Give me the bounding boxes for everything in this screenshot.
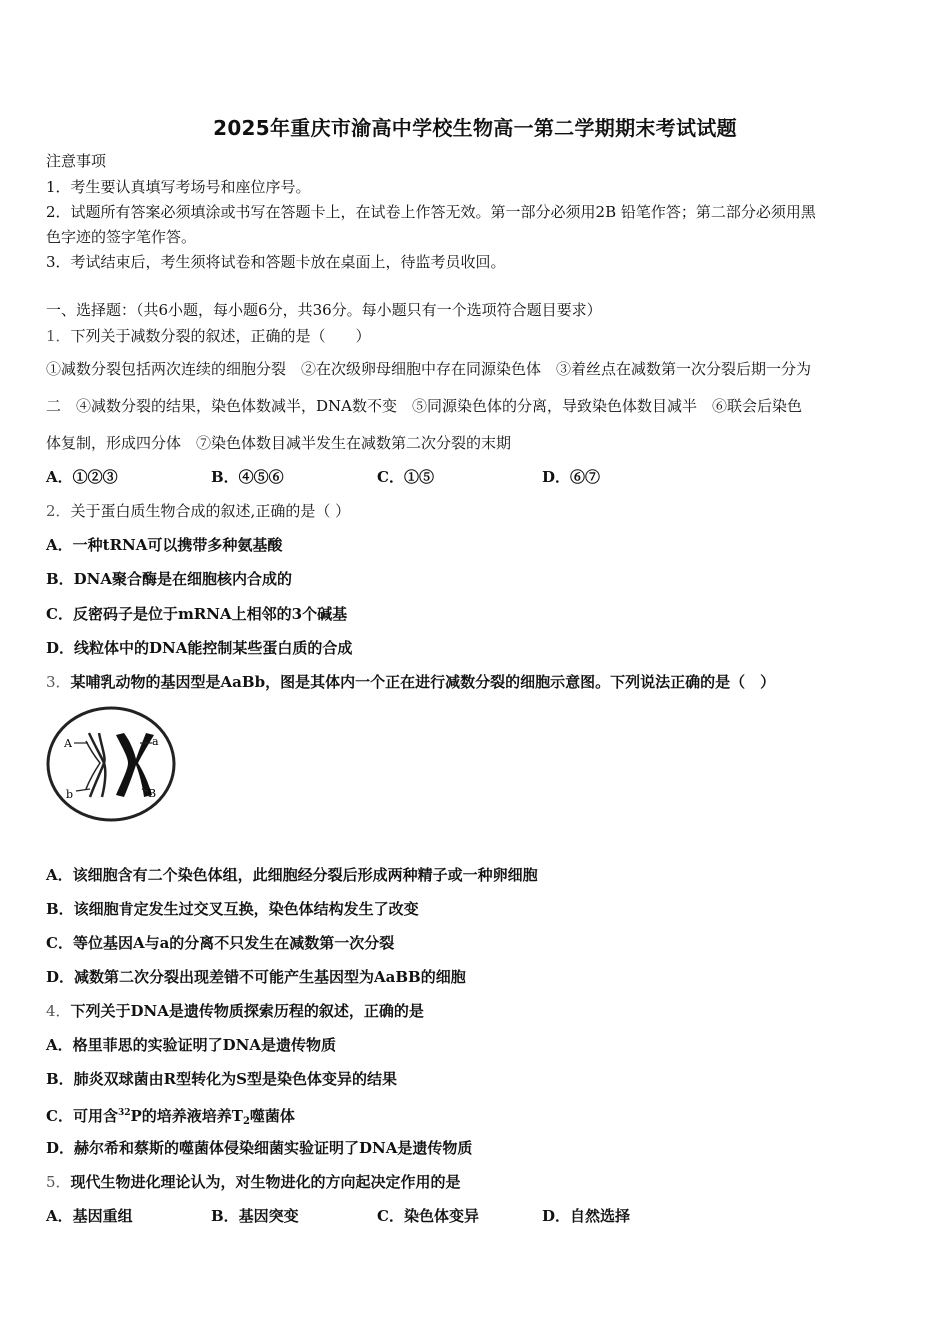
question-1-statement-line: ①减数分裂包括两次连续的细胞分裂 ②在次级卵母细胞中存在同源染色体 ③着丝点在减数第一次分裂后期一分为 <box>46 360 812 378</box>
gene-label-b: b <box>66 788 74 801</box>
notice-item: 2．试题所有答案必须填涂或书写在答题卡上，在试卷上作答无效。第一部分必须用2B 铅笔作答；第二部分必须用黑 <box>46 203 816 221</box>
question-number: 3． <box>46 673 71 691</box>
meiosis-cell-diagram <box>44 703 180 825</box>
question-4-option-a[interactable]: A．格里菲思的实验证明了DNA是遗传物质 <box>46 1036 336 1054</box>
question-text: 某哺乳动物的基因型是AaBb，图是其体内一个正在进行减数分裂的细胞示意图。下列说法正确的是（ ） <box>70 673 776 691</box>
question-2-option-b[interactable]: B．DNA聚合酶是在细胞核内合成的 <box>46 570 293 588</box>
question-4-stem <box>46 1001 424 1021</box>
question-3-option-b[interactable]: B．该细胞肯定发生过交叉互换，染色体结构发生了改变 <box>46 900 419 918</box>
question-5-option-a[interactable]: A．基因重组 <box>46 1207 133 1225</box>
gene-label-A: A <box>64 737 72 750</box>
question-3-option-d[interactable]: D．减数第二次分裂出现差错不可能产生基因型为AaBB的细胞 <box>46 968 466 986</box>
question-text: 关于蛋白质生物合成的叙述,正确的是（ ） <box>70 502 351 520</box>
option-text: P的培养液培养T <box>130 1107 243 1125</box>
label-pointer <box>76 789 90 791</box>
question-text: 现代生物进化理论认为，对生物进化的方向起决定作用的是 <box>70 1173 461 1191</box>
question-1-option-c[interactable]: C．①⑤ <box>377 468 434 486</box>
notice-item: 3．考试结束后，考生须将试卷和答题卡放在桌面上，待监考员收回。 <box>46 253 506 271</box>
option-text: C．可用含 <box>46 1107 118 1125</box>
question-2-option-c[interactable]: C．反密码子是位于mRNA上相邻的3个碱基 <box>46 605 348 623</box>
option-text: 噬菌体 <box>249 1107 295 1125</box>
question-text: 下列关于DNA是遗传物质探索历程的叙述，正确的是 <box>70 1002 424 1020</box>
question-text: 下列关于减数分裂的叙述，正确的是（ ） <box>70 327 371 345</box>
section-heading: 一、选择题：（共6小题，每小题6分，共36分。每小题只有一个选项符合题目要求） <box>46 301 602 319</box>
question-5-option-d[interactable]: D．自然选择 <box>542 1207 631 1225</box>
question-3-option-a[interactable]: A．该细胞含有二个染色体组，此细胞经分裂后形成两种精子或一种卵细胞 <box>46 866 538 884</box>
question-5-option-b[interactable]: B．基因突变 <box>211 1207 299 1225</box>
question-number: 1． <box>46 327 71 345</box>
question-2-option-d[interactable]: D．线粒体中的DNA能控制某些蛋白质的合成 <box>46 639 353 657</box>
question-2-option-a[interactable]: A．一种tRNA可以携带多种氨基酸 <box>46 536 283 554</box>
question-1-option-b[interactable]: B．④⑤⑥ <box>211 468 284 486</box>
question-number: 2． <box>46 502 71 520</box>
notice-item: 色字迹的签字笔作答。 <box>46 228 197 246</box>
notice-item: 1．考生要认真填写考场号和座位序号。 <box>46 178 311 196</box>
question-4-option-d[interactable]: D．赫尔希和蔡斯的噬菌体侵染细菌实验证明了DNA是遗传物质 <box>46 1139 473 1157</box>
question-1-option-d[interactable]: D．⑥⑦ <box>542 468 601 486</box>
isotope-superscript: 32 <box>117 1108 131 1118</box>
question-5-option-c[interactable]: C．染色体变异 <box>377 1207 479 1225</box>
notice-heading: 注意事项 <box>46 152 107 170</box>
cell-membrane <box>48 708 174 820</box>
question-3-option-c[interactable]: C．等位基因A与a的分离不只发生在减数第一次分裂 <box>46 934 395 952</box>
question-number: 4． <box>46 1002 71 1020</box>
question-4-option-c[interactable] <box>46 1103 295 1132</box>
question-1-statement-line: 体复制，形成四分体 ⑦染色体数目减半发生在减数第二次分裂的末期 <box>46 434 512 452</box>
question-5-stem <box>46 1172 461 1192</box>
question-1-stem <box>46 326 371 346</box>
gene-label-a: a <box>152 735 159 748</box>
page-title: 2025年重庆市渝高中学校生物高一第二学期期末考试试题 <box>213 116 737 140</box>
gene-label-B: B <box>148 787 157 800</box>
subscript: 2 <box>242 1116 250 1127</box>
question-4-option-b[interactable]: B．肺炎双球菌由R型转化为S型是染色体变异的结果 <box>46 1070 397 1088</box>
question-3-stem <box>46 672 775 692</box>
question-1-option-a[interactable]: A．①②③ <box>46 468 118 486</box>
question-2-stem <box>46 501 350 521</box>
question-number: 5． <box>46 1173 71 1191</box>
question-1-statement-line: 二 ④减数分裂的结果，染色体数减半，DNA数不变 ⑤同源染色体的分离，导致染色体数目减半 ⑥联会后染色 <box>46 397 802 415</box>
